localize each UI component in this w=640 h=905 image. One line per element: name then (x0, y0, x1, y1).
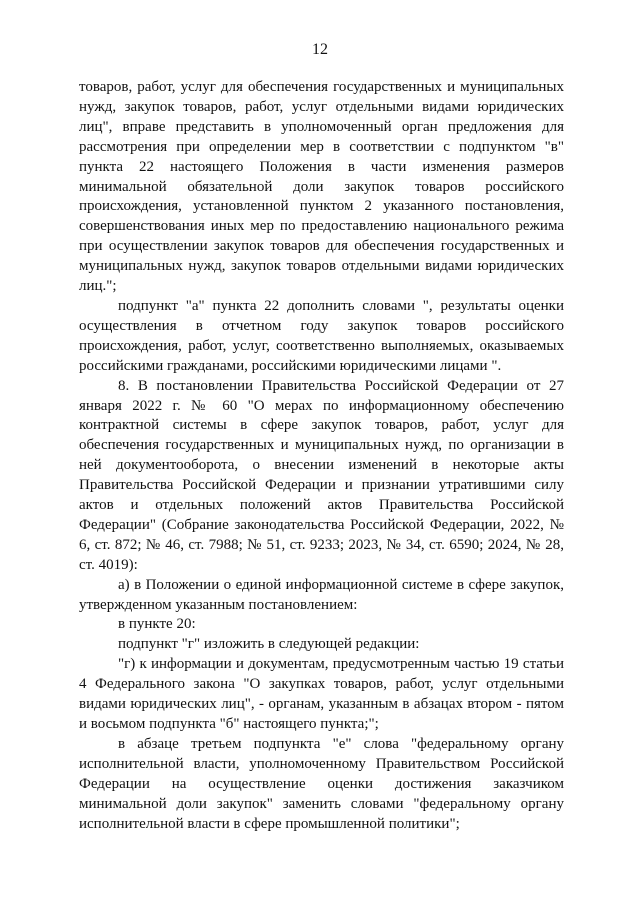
paragraph-point-20: в пункте 20: (118, 616, 196, 633)
paragraph-continuation: товаров, работ, услуг для обеспечения государственных и муниципальных нужд, закупок товаров, работ, услуг отдельными видами юридических лиц", вправе представить в уполномоченный орган предложения для рассмотрения при определении мер в соответствии с подпунктом "в" пункта 22 настоящего Положения в части изменения размеров минимальной обязательной доли закупок товаров российского происхождения, установленной пунктом 2 указанного постановления, совершенствования иных мер по предоставлению национального режима при осуществлении закупок товаров для обеспечения государственных и муниципальных нужд, закупок товаров отдельными видами юридических лиц."; (79, 79, 564, 295)
paragraph-subpoint-g-text: "г) к информации и документам, предусмотренным частью 19 статьи 4 Федерального закона "О закупках товаров, работ, услуг отдельными видами юридических лиц", - органам, указанным в абзацах втором - пятом и восьмом подпункта "б" настоящего пункта;"; (79, 656, 564, 732)
paragraph-subpoint-e: в абзаце третьем подпункта "е" слова "федеральному органу исполнительной власти, уполномоченному Правительством Российской Федерации на осуществление оценки достижения заказчиком минимальной доли закупок" заменить словами "федеральному органу исполнительной власти в сфере промышленной политики"; (79, 735, 564, 832)
document-body (79, 78, 564, 834)
paragraph-item-a-regulation: а) в Положении о единой информационной системе в сфере закупок, утвержденном указанным постановлением: (79, 576, 564, 613)
paragraph-subpoint-g-intro: подпункт "г" изложить в следующей редакции: (118, 636, 420, 653)
paragraph-item-8: 8. В постановлении Правительства Российской Федерации от 27 января 2022 г. № 60 "О мерах по информационному обеспечению контрактной системы в сфере закупок товаров, работ, услуг для обеспечения государственных и муниципальных нужд, по организации в ней документооборота, о внесении изменений в некоторые акты Правительства Российской Федерации и признании утратившими силу актов и отдельных положений актов Правительства Российской Федерации" (Собрание законодательства Российской Федерации, 2022, № 6, ст. 872; № 46, ст. 7988; № 51, ст. 9233; 2023, № 34, ст. 6590; 2024, № 28, ст. 4019): (79, 377, 564, 573)
paragraph-subpoint-a: подпункт "а" пункта 22 дополнить словами ", результаты оценки осуществления в отчетном году закупок товаров российского происхождения, работ, услуг, соответственно выполняемых, оказываемых российскими гражданами, российскими юридическими лицами ". (79, 297, 564, 374)
page-number: 12 (312, 41, 328, 58)
